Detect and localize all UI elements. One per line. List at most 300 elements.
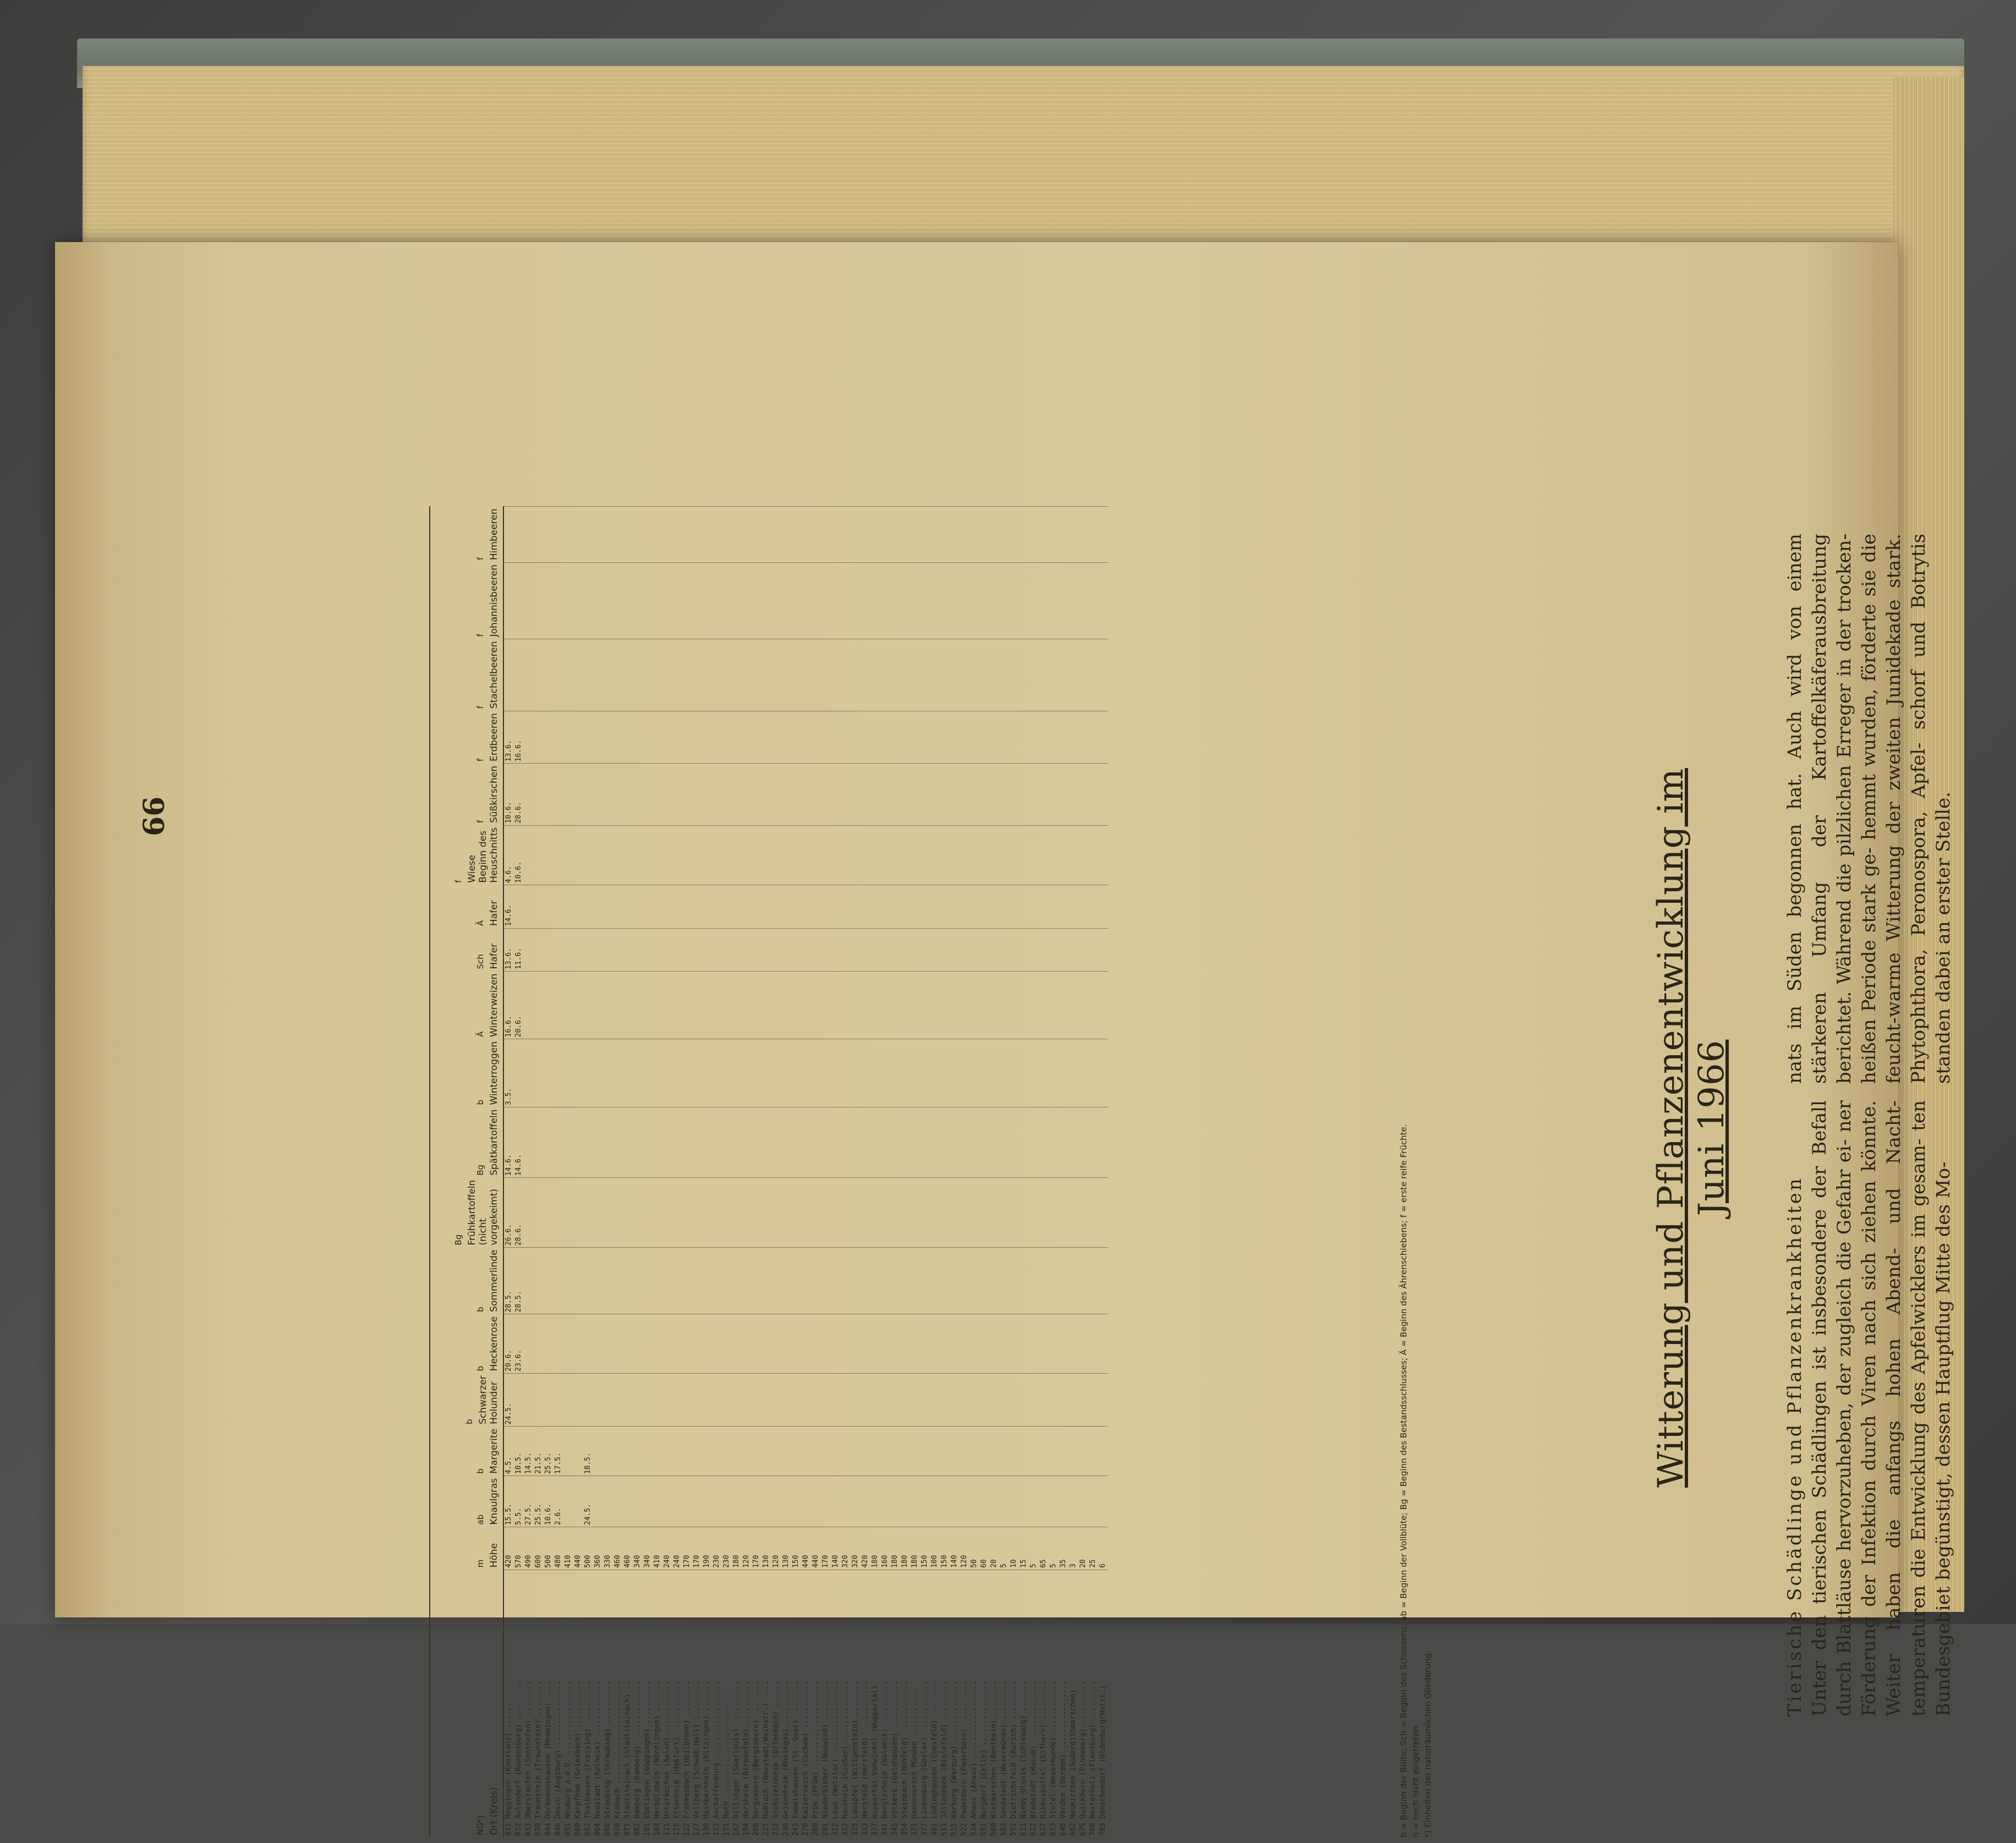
date-cell — [702, 562, 712, 639]
date-cell — [662, 972, 672, 1039]
date-cell — [1069, 972, 1078, 1039]
date-cell — [1019, 928, 1029, 971]
date-cell — [861, 1039, 870, 1107]
date-cell — [950, 562, 960, 639]
place-cell: 151 Roth ......................... — [722, 1570, 732, 1837]
date-cell — [563, 1427, 573, 1476]
place-cell: 280 Prüm (Prüm) .................... — [811, 1570, 821, 1837]
date-cell — [1059, 639, 1069, 711]
date-cell — [712, 764, 722, 825]
date-cell — [613, 1427, 623, 1476]
column-header — [430, 1248, 503, 1314]
date-cell — [593, 885, 603, 928]
date-cell — [623, 1178, 633, 1248]
date-cell: 20.6. — [514, 972, 524, 1039]
date-cell — [682, 507, 692, 563]
date-cell — [999, 885, 1009, 928]
date-cell — [960, 825, 969, 885]
date-cell — [742, 885, 752, 928]
place-cell: 221 Haßloch (Neustadt/Weinstr.) .... — [762, 1570, 771, 1837]
place-cell: 583 Sandstedt (Wesermünde) ......... — [999, 1570, 1009, 1837]
date-cell — [742, 562, 752, 639]
date-cell — [712, 639, 722, 711]
date-cell — [870, 1107, 880, 1177]
date-cell — [613, 1178, 623, 1248]
place-cell: 122 Frankenbach (Heilbronn) ........ — [682, 1570, 692, 1837]
date-cell — [1049, 711, 1059, 764]
date-cell — [801, 1107, 811, 1177]
phenology-table — [429, 506, 1108, 1837]
date-cell — [593, 1248, 603, 1314]
date-cell — [940, 1314, 950, 1373]
date-cell — [623, 639, 633, 711]
date-cell — [573, 1178, 583, 1248]
date-cell: 26.6. — [503, 1178, 514, 1248]
date-cell — [742, 1248, 752, 1314]
date-cell — [989, 1373, 999, 1427]
date-cell — [563, 885, 573, 928]
table-row — [890, 507, 900, 1838]
date-cell — [791, 972, 801, 1039]
date-cell: 21.5. — [534, 1427, 544, 1476]
date-cell — [870, 639, 880, 711]
date-cell — [1098, 1427, 1108, 1476]
place-cell: 115 Ettenheim (Haßfurt) ............ — [672, 1570, 682, 1837]
date-cell — [841, 1427, 851, 1476]
place-cell: 662 Neukirchen (Süderdithmarschen) . — [1069, 1570, 1078, 1837]
date-cell — [1069, 507, 1078, 563]
date-cell — [979, 825, 989, 885]
date-cell — [801, 928, 811, 971]
date-cell — [544, 639, 554, 711]
date-cell — [762, 1039, 771, 1107]
date-cell — [831, 928, 841, 971]
column-code: f — [475, 634, 485, 637]
date-cell — [870, 507, 880, 563]
date-cell — [583, 562, 593, 639]
date-cell — [900, 1107, 910, 1177]
date-cell — [643, 928, 653, 971]
date-cell — [662, 562, 672, 639]
date-cell — [910, 928, 920, 971]
date-cell — [841, 885, 851, 928]
table-row — [989, 507, 999, 1838]
place-cell: 068 Straubing (Straubing) .......... — [603, 1570, 613, 1837]
date-cell — [989, 507, 999, 563]
date-cell — [583, 639, 593, 711]
date-cell — [1049, 1039, 1059, 1107]
date-cell — [633, 928, 643, 971]
date-cell — [603, 972, 613, 1039]
date-cell — [643, 1373, 653, 1427]
date-cell — [573, 711, 583, 764]
column-header — [430, 1527, 503, 1570]
date-cell — [1039, 639, 1049, 711]
date-cell — [900, 928, 910, 971]
date-cell — [672, 972, 682, 1039]
elevation-cell: 120 — [742, 1527, 752, 1570]
date-cell — [1078, 562, 1088, 639]
table-row — [672, 507, 682, 1838]
date-cell — [831, 1248, 841, 1314]
date-cell — [1009, 639, 1019, 711]
date-cell — [1088, 639, 1098, 711]
date-cell — [920, 972, 930, 1039]
date-cell — [771, 972, 781, 1039]
date-cell — [969, 764, 979, 825]
date-cell — [950, 928, 960, 971]
date-cell — [851, 972, 861, 1039]
place-cell: 354 Steinbach (Hünfeld) ............ — [900, 1570, 910, 1837]
date-cell — [534, 928, 544, 971]
date-cell — [930, 562, 940, 639]
date-cell — [613, 1476, 623, 1527]
date-cell — [811, 764, 821, 825]
date-cell — [841, 1039, 851, 1107]
date-cell — [1039, 1476, 1049, 1527]
column-code: b — [475, 1365, 485, 1372]
date-cell — [653, 1476, 662, 1527]
date-cell — [960, 885, 969, 928]
elevation-cell: 230 — [722, 1527, 732, 1570]
date-cell — [672, 1178, 682, 1248]
date-cell — [643, 639, 653, 711]
date-cell — [623, 1248, 633, 1314]
date-cell — [821, 928, 831, 971]
date-cell — [1039, 1178, 1049, 1248]
date-cell — [940, 764, 950, 825]
date-cell — [801, 639, 811, 711]
table-row — [633, 507, 643, 1838]
date-cell — [841, 972, 851, 1039]
column-label: Frühkartoffeln (nicht vorgekeimt) — [467, 1180, 500, 1246]
place-cell: 236 Geisenheim (Rheingau) .......... — [781, 1570, 791, 1837]
table-row — [643, 507, 653, 1838]
date-cell — [752, 1373, 762, 1427]
date-cell — [712, 1248, 722, 1314]
date-cell — [1049, 825, 1059, 885]
date-cell — [940, 1373, 950, 1427]
date-cell — [861, 1248, 870, 1314]
date-cell — [633, 711, 643, 764]
date-cell — [811, 1039, 821, 1107]
place-cell: 560 Wietmarschen (Bentheim) ........ — [989, 1570, 999, 1837]
date-cell — [742, 928, 752, 971]
date-cell — [583, 1039, 593, 1107]
date-cell — [791, 1314, 801, 1373]
date-cell — [603, 639, 613, 711]
column-header — [430, 711, 503, 764]
date-cell — [534, 1248, 544, 1314]
date-cell — [524, 1248, 534, 1314]
date-cell — [583, 764, 593, 825]
date-cell — [544, 1107, 554, 1177]
date-cell — [1049, 1107, 1059, 1177]
date-cell — [623, 562, 633, 639]
date-cell — [692, 1314, 702, 1373]
date-cell — [1059, 972, 1069, 1039]
date-cell — [603, 1107, 613, 1177]
date-cell — [831, 639, 841, 711]
date-cell — [890, 1178, 900, 1248]
date-cell — [524, 562, 534, 639]
place-cell: 633 Stotel (Wesermünde) ............ — [1049, 1570, 1059, 1837]
date-cell — [870, 1178, 880, 1248]
date-cell — [851, 507, 861, 563]
date-cell — [732, 1427, 742, 1476]
elevation-cell: 180 — [890, 1527, 900, 1570]
elevation-cell: 20 — [1078, 1527, 1088, 1570]
date-cell — [643, 562, 653, 639]
date-cell — [712, 562, 722, 639]
date-cell — [940, 928, 950, 971]
elevation-cell: 570 — [514, 1527, 524, 1570]
date-cell — [1029, 1178, 1039, 1248]
date-cell — [989, 1039, 999, 1107]
date-cell — [752, 928, 762, 971]
date-cell — [989, 1476, 999, 1527]
place-cell: 071 Stadtsteinach (Stadtsteinach) .. — [623, 1570, 633, 1837]
date-cell — [880, 1039, 890, 1107]
date-cell — [870, 1427, 880, 1476]
date-cell — [682, 711, 692, 764]
date-cell — [880, 711, 890, 764]
date-cell — [653, 972, 662, 1039]
date-cell — [1039, 1427, 1049, 1476]
elevation-cell: 240 — [672, 1527, 682, 1570]
date-cell — [583, 972, 593, 1039]
column-label: Hafer — [489, 900, 500, 926]
date-cell — [554, 764, 563, 825]
date-cell — [940, 507, 950, 563]
date-cell — [603, 1248, 613, 1314]
date-cell — [752, 507, 762, 563]
date-cell — [662, 1248, 672, 1314]
date-cell: 23.6. — [514, 1314, 524, 1373]
date-cell — [534, 1373, 544, 1427]
date-cell — [514, 1373, 524, 1427]
date-cell — [752, 1476, 762, 1527]
date-cell — [1078, 711, 1088, 764]
elevation-cell: 360 — [593, 1527, 603, 1570]
date-cell — [851, 885, 861, 928]
date-cell — [791, 562, 801, 639]
date-cell — [831, 507, 841, 563]
date-cell — [969, 825, 979, 885]
date-cell — [692, 928, 702, 971]
date-cell — [722, 885, 732, 928]
date-cell — [791, 1178, 801, 1248]
date-cell — [583, 1314, 593, 1373]
date-cell — [583, 1178, 593, 1248]
place-cell: 648 Verden (Verden) ................ — [1059, 1570, 1069, 1837]
date-cell — [682, 885, 692, 928]
elevation-cell: 460 — [613, 1527, 623, 1570]
date-cell — [672, 1248, 682, 1314]
date-cell — [1009, 1427, 1019, 1476]
column-code: Ä — [475, 1031, 485, 1037]
date-cell — [732, 885, 742, 928]
date-cell — [870, 825, 880, 885]
date-cell — [1049, 928, 1059, 971]
date-cell: 25.5. — [544, 1427, 554, 1476]
place-cell: 270 Kaisersesch (Cochem) ........... — [801, 1570, 811, 1837]
date-cell: 27.5. — [524, 1476, 534, 1527]
date-cell — [831, 885, 841, 928]
date-cell — [524, 1314, 534, 1373]
page-stack-edge — [83, 66, 1964, 248]
date-cell — [1078, 1373, 1088, 1427]
table-body — [503, 507, 1108, 1838]
date-cell — [1049, 972, 1059, 1039]
date-cell — [1029, 1476, 1039, 1527]
table-row — [563, 507, 573, 1838]
date-cell — [662, 507, 672, 563]
elevation-cell: 5 — [1029, 1527, 1039, 1570]
date-cell — [554, 825, 563, 885]
date-cell — [960, 1248, 969, 1314]
date-cell — [603, 507, 613, 563]
date-cell — [900, 1427, 910, 1476]
date-cell — [593, 562, 603, 639]
date-cell — [742, 1178, 752, 1248]
date-cell — [801, 1427, 811, 1476]
place-cell: 291 Niederbieber (Neuwied) ......... — [821, 1570, 831, 1837]
elevation-cell: 180 — [870, 1527, 880, 1570]
date-cell — [653, 1178, 662, 1248]
place-cell: 401 Lüdinghausen (Coesfeld) ........ — [930, 1570, 940, 1837]
date-cell — [762, 1314, 771, 1373]
date-cell — [1019, 1178, 1029, 1248]
column-label: Margerite — [489, 1428, 500, 1474]
date-cell — [524, 1039, 534, 1107]
date-cell — [821, 1373, 831, 1427]
date-cell — [920, 885, 930, 928]
elevation-cell: 150 — [920, 1527, 930, 1570]
date-cell — [722, 639, 732, 711]
column-header — [430, 1107, 503, 1177]
table-row — [1039, 507, 1049, 1838]
date-cell — [861, 1178, 870, 1248]
date-cell — [861, 507, 870, 563]
date-cell — [742, 1039, 752, 1107]
date-cell — [573, 1427, 583, 1476]
date-cell — [613, 885, 623, 928]
table-row — [752, 507, 762, 1838]
date-cell — [603, 1039, 613, 1107]
date-cell — [1078, 825, 1088, 885]
elevation-cell: 60 — [979, 1527, 989, 1570]
date-cell — [613, 1314, 623, 1373]
date-cell — [603, 1427, 613, 1476]
date-cell — [563, 928, 573, 971]
date-cell — [662, 1427, 672, 1476]
date-cell — [1009, 1178, 1019, 1248]
date-cell — [554, 639, 563, 711]
place-cell: 132 Aschaffenburg .................. — [712, 1570, 722, 1837]
elevation-cell: 35 — [1059, 1527, 1069, 1570]
table-row — [554, 507, 563, 1838]
date-cell — [960, 562, 969, 639]
date-cell — [1059, 1314, 1069, 1373]
date-cell — [1019, 1373, 1029, 1427]
column-label: Süßkirschen — [489, 765, 500, 824]
date-cell — [583, 825, 593, 885]
date-cell — [1059, 764, 1069, 825]
column-code: f — [453, 880, 463, 883]
date-cell — [880, 507, 890, 563]
place-cell: 325 Lauspfel (Wittgenstein) ........ — [851, 1570, 861, 1837]
date-cell — [692, 825, 702, 885]
date-cell — [950, 1314, 960, 1373]
date-cell — [643, 1314, 653, 1373]
date-cell — [771, 711, 781, 764]
date-cell — [613, 972, 623, 1039]
date-cell — [732, 764, 742, 825]
text-column-right — [1783, 534, 1956, 1084]
date-cell — [989, 1178, 999, 1248]
date-cell — [999, 1178, 1009, 1248]
date-cell — [672, 562, 682, 639]
table-row — [742, 507, 752, 1838]
date-cell — [712, 711, 722, 764]
date-cell — [573, 639, 583, 711]
date-cell — [920, 764, 930, 825]
date-cell — [682, 1178, 692, 1248]
date-cell — [811, 1107, 821, 1177]
date-cell — [752, 1427, 762, 1476]
date-cell — [554, 1178, 563, 1248]
date-cell — [940, 639, 950, 711]
table-row — [653, 507, 662, 1838]
date-cell — [851, 1427, 861, 1476]
date-cell — [503, 507, 514, 563]
date-cell — [801, 1248, 811, 1314]
date-cell — [910, 562, 920, 639]
date-cell — [722, 928, 732, 971]
date-cell — [979, 1373, 989, 1427]
date-cell — [752, 1107, 762, 1177]
date-cell: 28.5. — [503, 1248, 514, 1314]
date-cell — [930, 1107, 940, 1177]
date-cell — [742, 507, 752, 563]
date-cell — [930, 1373, 940, 1427]
table-row — [1009, 507, 1019, 1838]
date-cell — [752, 639, 762, 711]
elevation-cell: 65 — [1039, 1527, 1049, 1570]
table-row — [1088, 507, 1098, 1838]
date-cell — [722, 825, 732, 885]
place-cell: 522 Paderborn (Paderborn) .......... — [960, 1570, 969, 1837]
date-cell — [573, 1107, 583, 1177]
date-cell — [1069, 1107, 1078, 1177]
date-cell — [870, 1314, 880, 1373]
date-cell: 28.6. — [514, 1178, 524, 1248]
date-cell: 16.6. — [503, 972, 514, 1039]
date-cell — [880, 885, 890, 928]
date-cell — [732, 507, 742, 563]
date-cell — [920, 1476, 930, 1527]
column-label: Wiese Beginn des Heuschnitts — [467, 827, 500, 883]
place-cell: 371 Hannoversch Münden ........... — [910, 1570, 920, 1837]
date-cell — [554, 928, 563, 971]
date-cell — [1039, 1373, 1049, 1427]
date-cell — [603, 1178, 613, 1248]
date-cell — [653, 507, 662, 563]
date-cell — [633, 1248, 643, 1314]
date-cell — [781, 1039, 791, 1107]
elevation-cell: 330 — [603, 1527, 613, 1570]
